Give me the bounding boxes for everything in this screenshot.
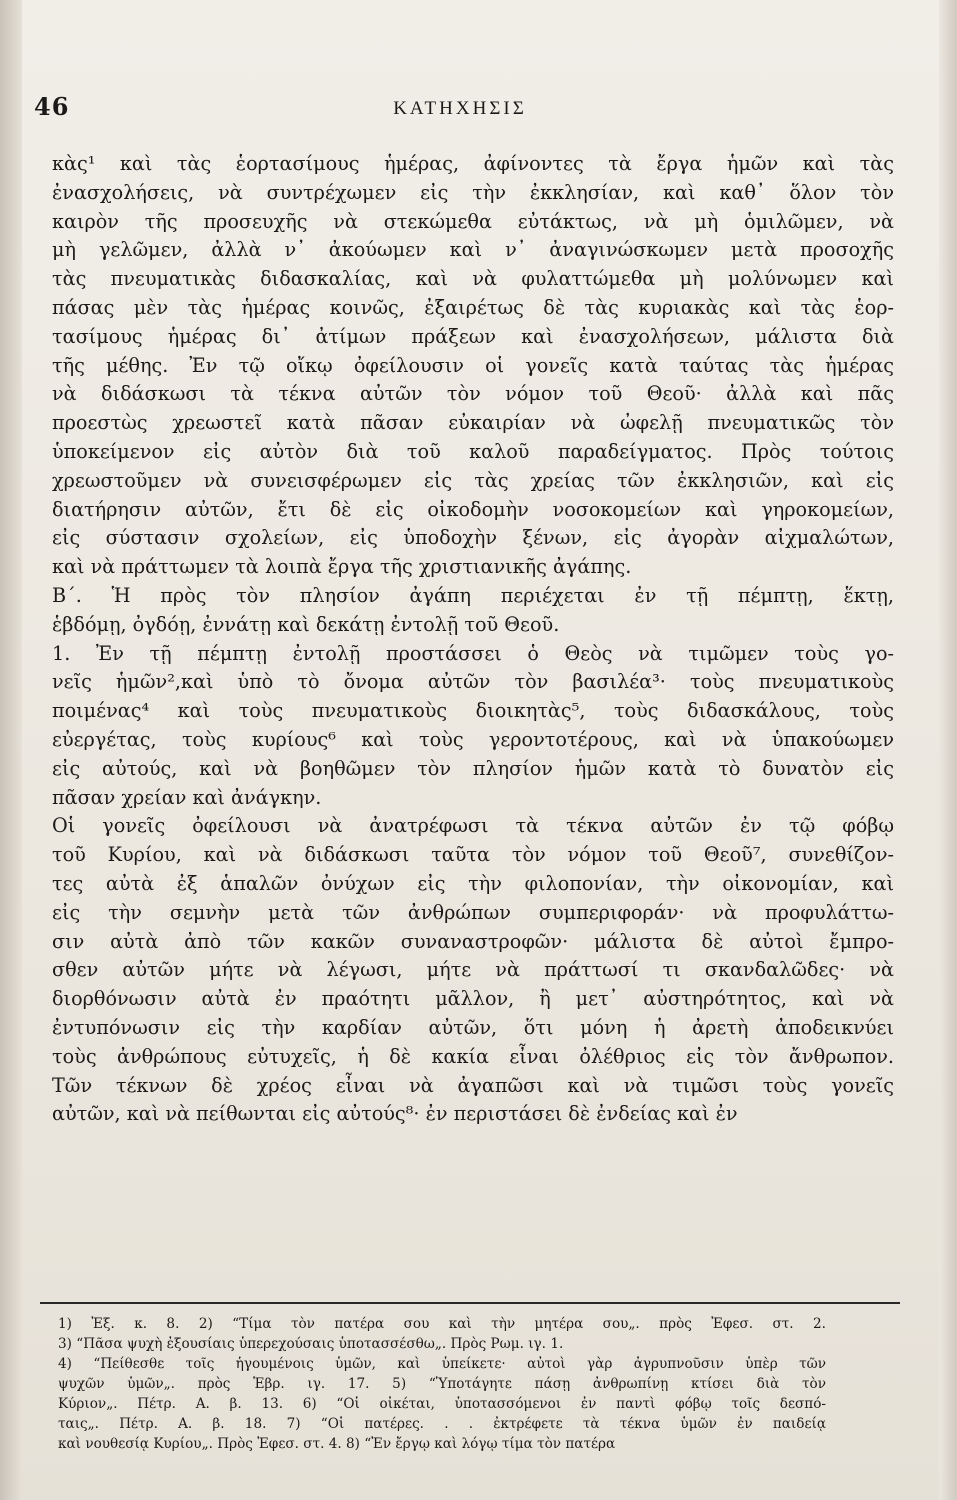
text-line: τοὺς ἀνθρώπους εὐτυχεῖς, ἡ δὲ κακία εἶναι ὀλέθριος εἰς τὸν ἄνθρωπον. bbox=[52, 1044, 894, 1068]
page-edge-shadow-left bbox=[0, 0, 22, 1500]
text-line: καὶ νὰ πράττωμεν τὰ λοιπὰ ἔργα τῆς χριστιανικῆς ἀγάπης. bbox=[52, 555, 632, 579]
text-line: ὑποκείμενον εἰς αὐτὸν διὰ τοῦ καλοῦ παραδείγματος. Πρὸς τούτοις bbox=[52, 439, 894, 463]
footnote-line: καὶ νουθεσίᾳ Κυρίου„. Πρὸς Ἐφεσ. στ. 4. 8) “Ἐν ἔργῳ καὶ λόγῳ τίμα τὸν πατέρα bbox=[58, 1436, 616, 1452]
footnote-line: ταις„. Πέτρ. Α. β. 18. 7) “Οἱ πατέρες. . . ἐκτρέφετε τὰ τέκνα ὑμῶν ἐν παιδείᾳ bbox=[58, 1416, 826, 1432]
text-line: νὰ διδάσκωσι τὰ τέκνα αὐτῶν τὸν νόμον τοῦ Θεοῦ· ἀλλὰ καὶ πᾶς bbox=[52, 382, 894, 406]
text-line: χρεωστοῦμεν νὰ συνεισφέρωμεν εἰς τὰς χρείας τῶν ἐκκλησιῶν, καὶ εἰς bbox=[52, 468, 894, 492]
page-edge-shadow-right bbox=[939, 0, 957, 1500]
text-line: εἰς σύστασιν σχολείων, εἰς ὑποδοχὴν ξένων, εἰς ἀγορὰν αἰχμαλώτων, bbox=[52, 526, 894, 550]
footnote-line: Κύριον„. Πέτρ. Α. β. 13. 6) “Οἱ οἰκέται, ὑποτασσόμενοι ἐν παντὶ φόβῳ τοῖς δεσπό- bbox=[58, 1396, 826, 1412]
text-line: αὐτῶν, καὶ νὰ πείθωνται εἰς αὐτούς⁸· ἐν περιστάσει δὲ ἐνδείας καὶ ἐν bbox=[52, 1102, 738, 1126]
text-line: πάσας μὲν τὰς ἡμέρας κοινῶς, ἐξαιρέτως δὲ τὰς κυριακὰς καὶ τὰς ἑορ- bbox=[52, 295, 894, 319]
text-line: τες αὐτὰ ἐξ ἁπαλῶν ὀνύχων εἰς τὴν φιλοπονίαν, τὴν οἰκονομίαν, καὶ bbox=[52, 871, 894, 895]
text-line: ἐνασχολήσεις, νὰ συντρέχωμεν εἰς τὴν ἐκκλησίαν, καὶ καθ᾽ ὅλον τὸν bbox=[52, 180, 894, 204]
text-line: νεῖς ἡμῶν²,καὶ ὑπὸ τὸ ὄνομα αὐτῶν τὸν βασιλέα³· τοὺς πνευματικοὺς bbox=[52, 670, 894, 694]
footnote-line: 1) Ἐξ. κ. 8. 2) “Τίμα τὸν πατέρα σου καὶ τὴν μητέρα σου„. πρὸς Ἐφεσ. στ. 2. bbox=[58, 1316, 826, 1332]
footnote-divider bbox=[40, 1302, 900, 1304]
text-line: σιν αὐτὰ ἀπὸ τῶν κακῶν συναναστροφῶν· μάλιστα δὲ αὐτοὶ ἔμπρο- bbox=[52, 929, 894, 953]
text-line: ἐντυπόνωσιν εἰς τὴν καρδίαν αὐτῶν, ὅτι μόνη ἡ ἀρετὴ ἀποδεικνύει bbox=[52, 1015, 894, 1039]
text-line: μὴ γελῶμεν, ἀλλὰ ν᾽ ἀκούωμεν καὶ ν᾽ ἀναγινώσκωμεν μετὰ προσοχῆς bbox=[52, 238, 894, 262]
text-line: κὰς¹ καὶ τὰς ἑορτασίμους ἡμέρας, ἀφίνοντες τὰ ἔργα ἡμῶν καὶ τὰς bbox=[52, 152, 894, 175]
text-line: Β΄. Ἡ πρὸς τὸν πλησίον ἀγάπη περιέχεται ἐν τῇ πέμπτῃ, ἕκτῃ, bbox=[52, 583, 894, 607]
text-line: εὐεργέτας, τοὺς κυρίους⁶ καὶ τοὺς γεροντοτέρους, καὶ νὰ ὑπακούωμεν bbox=[52, 727, 894, 751]
text-line: διορθόνωσιν αὐτὰ ἐν πραότητι μᾶλλον, ἢ μετ᾽ αὐστηρότητος, καὶ νὰ bbox=[52, 987, 894, 1011]
text-line: Τῶν τέκνων δὲ χρέος εἶναι νὰ ἀγαπῶσι καὶ νὰ τιμῶσι τοὺς γονεῖς bbox=[52, 1073, 894, 1097]
footnote-line: ψυχῶν ὑμῶν„. πρὸς Ἑβρ. ιγ. 17. 5) “Ὑποτάγητε πάσῃ ἀνθρωπίνῃ κτίσει διὰ τὸν bbox=[58, 1376, 826, 1392]
page-number: 46 bbox=[34, 92, 70, 121]
footnote-line: 3) “Πᾶσα ψυχὴ ἐξουσίαις ὑπερεχούσαις ὑποτασσέσθω„. Πρὸς Ρωμ. ιγ. 1. bbox=[58, 1336, 564, 1352]
text-line: διατήρησιν αὐτῶν, ἔτι δὲ εἰς οἰκοδομὴν νοσοκομείων καὶ γηροκομείων, bbox=[52, 497, 894, 521]
text-line: προεστὼς χρεωστεῖ κατὰ πᾶσαν εὐκαιρίαν νὰ ὠφελῇ πνευματικῶς τὸν bbox=[52, 411, 894, 435]
text-line: Οἱ γονεῖς ὀφείλουσι νὰ ἀνατρέφωσι τὰ τέκνα αὐτῶν ἐν τῷ φόβῳ bbox=[52, 814, 894, 838]
running-title: ΚΑΤΗΧΗΣΙΣ bbox=[393, 98, 527, 119]
text-line: εἰς αὐτούς, καὶ νὰ βοηθῶμεν τὸν πλησίον ἡμῶν κατὰ τὸ δυνατὸν εἰς bbox=[52, 756, 894, 780]
text-line: τῆς μέθης. Ἐν τῷ οἴκῳ ὀφείλουσιν οἱ γονεῖς κατὰ ταύτας τὰς ἡμέρας bbox=[52, 353, 894, 377]
text-line: τοῦ Κυρίου, καὶ νὰ διδάσκωσι ταῦτα τὸν νόμον τοῦ Θεοῦ⁷, συνεθίζον- bbox=[52, 843, 894, 867]
page-header bbox=[30, 92, 890, 132]
text-line: πᾶσαν χρείαν καὶ ἀνάγκην. bbox=[52, 785, 322, 809]
text-line: τασίμους ἡμέρας δι᾽ ἀτίμων πράξεων καὶ ἐνασχολήσεων, μάλιστα διὰ bbox=[52, 324, 894, 348]
text-line: σθεν αὐτῶν μήτε νὰ λέγωσι, μήτε νὰ πράττωσί τι σκανδαλῶδες· νὰ bbox=[52, 958, 894, 982]
text-line: ποιμένας⁴ καὶ τοὺς πνευματικοὺς διοικητὰς⁵, τοὺς διδασκάλους, τοὺς bbox=[52, 699, 894, 723]
text-line: καιρὸν τῆς προσευχῆς νὰ στεκώμεθα εὐτάκτως, νὰ μὴ ὁμιλῶμεν, νὰ bbox=[52, 209, 894, 233]
text-line: ἑβδόμῃ, ὀγδόῃ, ἐννάτῃ καὶ δεκάτῃ ἐντολῇ τοῦ Θεοῦ. bbox=[52, 612, 560, 636]
text-line: τὰς πνευματικὰς διδασκαλίας, καὶ νὰ φυλαττώμεθα μὴ μολύνωμεν καὶ bbox=[52, 267, 894, 291]
footnote-line: 4) “Πείθεσθε τοῖς ἡγουμένοις ὑμῶν, καὶ ὑπείκετε· αὐτοὶ γὰρ ἀγρυπνοῦσιν ὑπὲρ τῶν bbox=[58, 1356, 826, 1372]
footnotes bbox=[58, 1314, 826, 1454]
text-line: 1. Ἐν τῇ πέμπτῃ ἐντολῇ προστάσσει ὁ Θεὸς νὰ τιμῶμεν τοὺς γο- bbox=[52, 641, 894, 665]
text-line: εἰς τὴν σεμνὴν μετὰ τῶν ἀνθρώπων συμπεριφοράν· νὰ προφυλάττω- bbox=[52, 900, 894, 924]
body-text bbox=[52, 150, 894, 1129]
